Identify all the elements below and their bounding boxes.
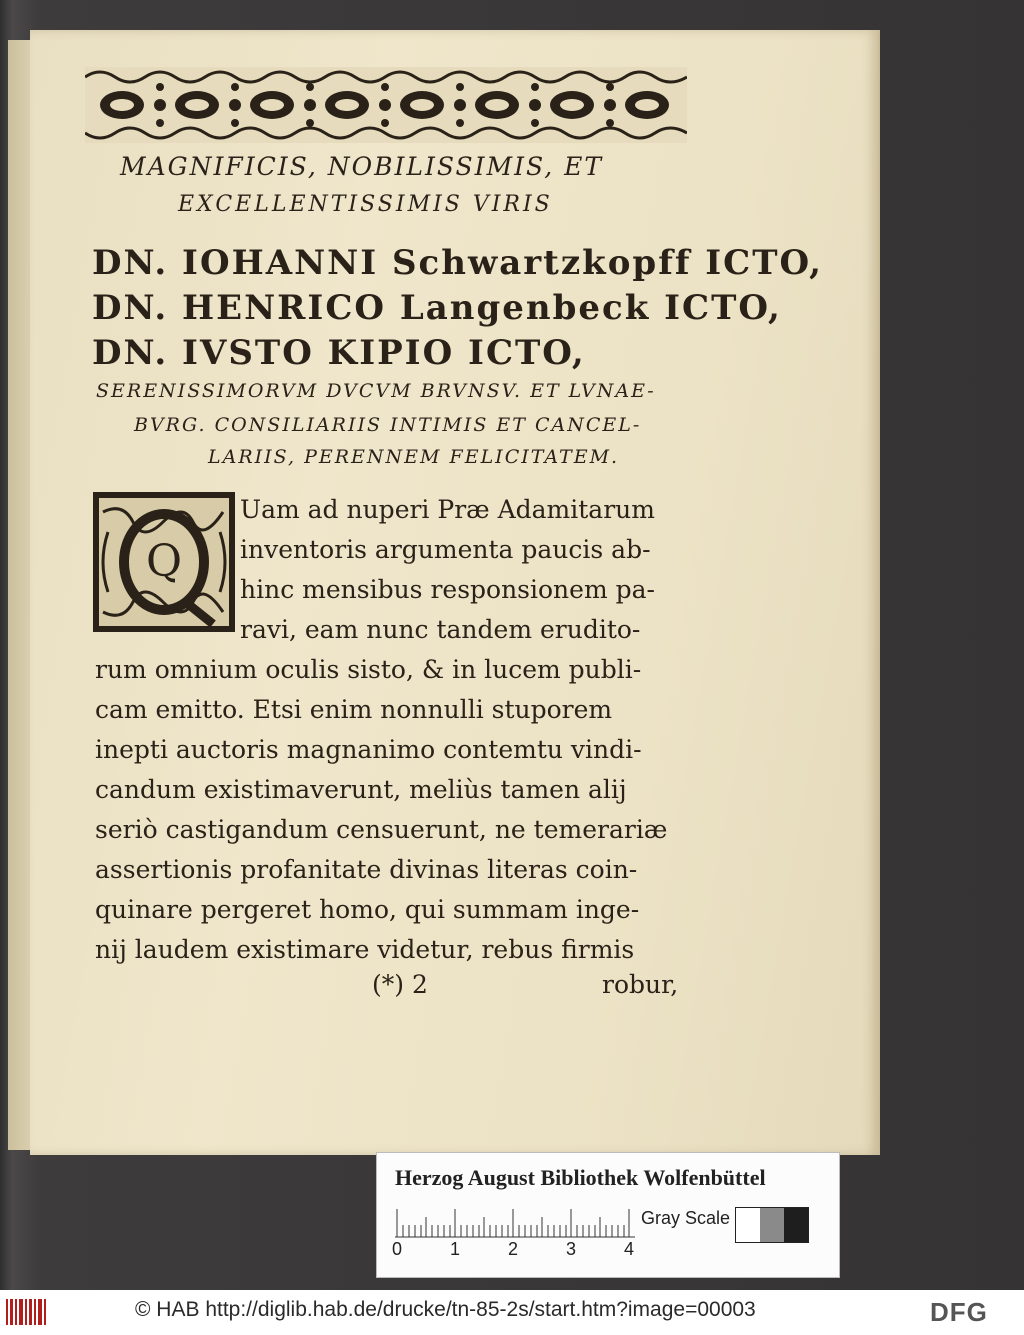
scale-number-4: 4 — [624, 1239, 635, 1259]
addressee-name-2: DN. HENRICO Langenbeck ICTO, — [92, 288, 782, 328]
addressee-title-line-2: BVRG. CONSILIARIIS INTIMIS ET CANCEL- — [134, 414, 642, 436]
addressee-title-line-1: SERENISSIMORVM DVCVM BRVNSV. ET LVNAE- — [96, 380, 656, 402]
ruler — [395, 1203, 635, 1239]
gray-scale-patches — [735, 1207, 809, 1243]
ornament-band — [85, 67, 687, 143]
body-line-1: Uam ad nuperi Præ Adamitarum — [240, 495, 655, 524]
dfg-logo: DFG — [930, 1297, 988, 1327]
addressee-title-line-3: LARIIS, PERENNEM FELICITATEM. — [208, 446, 620, 468]
body-line-11: quinare pergeret homo, qui summam inge- — [95, 895, 640, 924]
footer-bar — [0, 1290, 1024, 1335]
card-title: Herzog August Bibliothek Wolfenbüttel — [395, 1165, 766, 1190]
dedication-line-2: EXCELLENTISSIMIS VIRIS — [178, 192, 553, 217]
body-line-4: ravi, eam nunc tandem erudito- — [240, 615, 641, 644]
gray-patch-dark — [784, 1208, 808, 1242]
body-line-9: seriò castigandum censuerunt, ne temerariæ — [95, 815, 668, 844]
body-line-10: assertionis profanitate divinas literas coin- — [95, 855, 638, 884]
signature-mark: (*) 2 — [372, 970, 428, 999]
body-line-5: rum omnium oculis sisto, & in lucem publi- — [95, 655, 642, 684]
reference-card — [376, 1152, 840, 1278]
credit-link[interactable]: © HAB http://diglib.hab.de/drucke/tn-85-2s/start.htm?image=00003 — [135, 1298, 756, 1321]
dedication-line-1: MAGNIFICIS, NOBILISSIMIS, ET — [120, 152, 604, 181]
decorated-initial — [93, 492, 235, 632]
gray-scale-label: Gray Scale — [641, 1208, 731, 1228]
barcode-icon — [6, 1299, 46, 1325]
addressee-name-1: DN. IOHANNI Schwartzkopff ICTO, — [92, 243, 824, 283]
catchword: robur, — [602, 970, 679, 999]
body-line-8: candum existimaverunt, meliùs tamen alij — [95, 775, 627, 804]
svg-text:Q: Q — [145, 536, 183, 587]
addressee-name-3: DN. IVSTO KIPIO ICTO, — [92, 333, 586, 373]
body-line-3: hinc mensibus responsionem pa- — [240, 575, 655, 604]
body-line-2: inventoris argumenta paucis ab- — [240, 535, 651, 564]
body-line-6: cam emitto. Etsi enim nonnulli stuporem — [95, 695, 613, 724]
scale-number-0: 0 — [392, 1239, 403, 1259]
gray-patch-mid — [760, 1208, 784, 1242]
gray-patch-white — [736, 1208, 760, 1242]
body-line-12: nij laudem existimare videtur, rebus firmis — [95, 935, 635, 964]
scale-number-1: 1 — [450, 1239, 461, 1259]
scale-number-3: 3 — [566, 1239, 577, 1259]
scale-number-2: 2 — [508, 1239, 519, 1259]
body-line-7: inepti auctoris magnanimo contemtu vindi- — [95, 735, 642, 764]
